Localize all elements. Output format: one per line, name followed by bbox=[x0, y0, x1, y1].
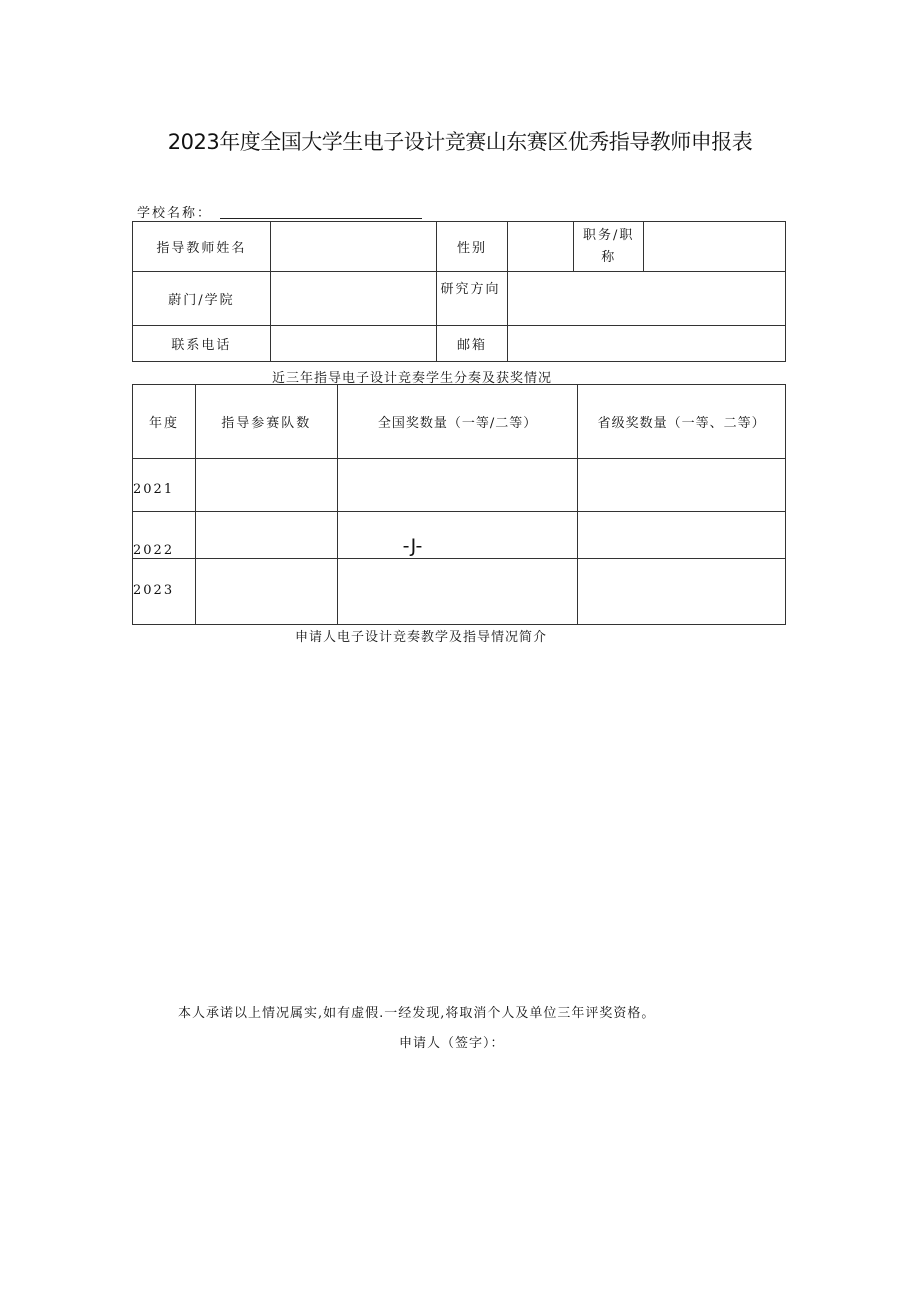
table-row bbox=[133, 512, 786, 559]
teams-cell[interactable] bbox=[195, 512, 337, 559]
table-row bbox=[133, 559, 786, 625]
col-header-year: 年度 bbox=[133, 385, 196, 459]
teacher-name-label: 指导教师姓名 bbox=[133, 222, 271, 272]
provincial-cell[interactable] bbox=[578, 559, 786, 625]
department-label: 蔚门/学院 bbox=[133, 272, 271, 326]
intro-heading: 申请人电子设计竞奏教学及指导情况简介 bbox=[295, 630, 548, 645]
research-field[interactable] bbox=[508, 272, 786, 326]
phone-field[interactable] bbox=[270, 326, 436, 362]
signature-field[interactable] bbox=[520, 1028, 700, 1048]
declaration-text: 本人承诺以上情况属实,如有虚假.一经发现,将取消个人及单位三年评奖资格。 bbox=[178, 1006, 656, 1021]
provincial-cell[interactable] bbox=[578, 459, 786, 512]
school-name-field[interactable] bbox=[220, 202, 422, 219]
gender-field[interactable] bbox=[508, 222, 574, 272]
national-cell[interactable] bbox=[337, 559, 578, 625]
position-label-line2: 称 bbox=[601, 249, 617, 265]
national-cell[interactable] bbox=[337, 459, 578, 512]
table-row bbox=[133, 459, 786, 512]
position-label-line1: 职务/职 bbox=[583, 227, 635, 243]
teams-cell[interactable] bbox=[195, 459, 337, 512]
email-label: 邮箱 bbox=[436, 326, 508, 362]
col-header-teams: 指导参赛队数 bbox=[195, 385, 337, 459]
research-label: 研究方向 bbox=[436, 272, 508, 326]
signature-label: 申请人（签字）： bbox=[399, 1036, 505, 1051]
email-field[interactable] bbox=[508, 326, 786, 362]
teacher-info-table bbox=[132, 221, 786, 362]
school-name-label: 学校名称： bbox=[137, 206, 213, 221]
department-field[interactable] bbox=[270, 272, 436, 326]
awards-table bbox=[132, 384, 786, 625]
gender-label: 性别 bbox=[436, 222, 508, 272]
page-title: 2023年度全国大学生电子设计竞赛山东赛区优秀指导教师申报表 bbox=[167, 130, 753, 154]
col-header-provincial: 省级奖数量（一等、二等） bbox=[578, 385, 786, 459]
provincial-cell[interactable] bbox=[578, 512, 786, 559]
year-cell: 2023 bbox=[133, 559, 196, 625]
teams-cell[interactable] bbox=[195, 559, 337, 625]
intro-text-area[interactable] bbox=[132, 650, 786, 980]
col-header-national: 全国奖数量（一等/二等） bbox=[337, 385, 578, 459]
position-field[interactable] bbox=[644, 222, 786, 272]
year-cell: 2021 bbox=[133, 459, 196, 512]
phone-label: 联系电话 bbox=[133, 326, 271, 362]
position-label bbox=[574, 222, 644, 272]
awards-heading: 近三年指导电子设计竞奏学生分奏及获奖情况 bbox=[272, 371, 553, 386]
teacher-name-field[interactable] bbox=[270, 222, 436, 272]
year-cell: 2022 bbox=[133, 512, 196, 559]
national-cell[interactable]: -J- bbox=[337, 512, 578, 559]
